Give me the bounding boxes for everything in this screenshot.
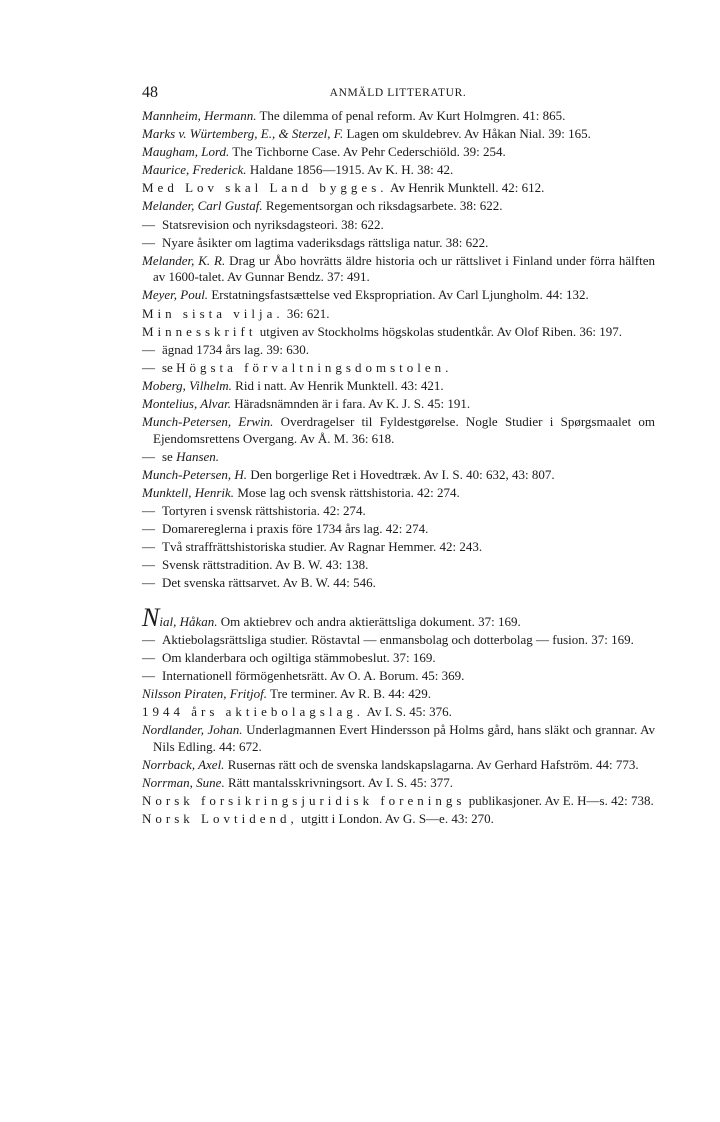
entry-text: publikasjoner. Av E. H—s. 42: 738. <box>465 792 654 808</box>
entry-author: ial, Håkan. <box>159 613 218 629</box>
entry-text: Två straffrättshistoriska studier. Av Ragnar Hemmer. 42: 243. <box>162 539 483 555</box>
bibliography-entry <box>142 668 655 685</box>
bibliography-entry <box>142 198 655 215</box>
entry-text: Det svenska rättsarvet. Av B. W. 44: 546. <box>162 575 376 591</box>
bibliography-entry <box>142 414 655 447</box>
entry-text: Av I. S. 45: 376. <box>364 704 452 719</box>
ditto-dash: — <box>142 557 155 573</box>
entry-text: Lagen om skuldebrev. Av Håkan Nial. 39: 165. <box>343 126 591 142</box>
entry-text: Domarereglerna i praxis före 1734 års lag. 42: 274. <box>162 521 429 537</box>
ditto-dash: — <box>142 359 155 375</box>
bibliography-entry <box>142 108 655 125</box>
entry-author: Moberg, Vilhelm. <box>142 377 232 393</box>
entry-text: Nyare åsikter om lagtima vaderiksdags rättsliga natur. 38: 622. <box>162 234 489 250</box>
bibliography-entry <box>142 557 655 574</box>
entry-text: Svensk rättstradition. Av B. W. 43: 138. <box>162 557 369 573</box>
ditto-dash: — <box>142 521 155 537</box>
bibliography-entry <box>142 602 655 632</box>
ditto-dash: — <box>142 649 155 665</box>
entry-author: Maugham, Lord. <box>142 144 230 160</box>
entry-text: Om klanderbara och ogiltiga stämmobeslut. 37: 169. <box>162 649 436 665</box>
entry-text: Av Henrik Munktell. 42: 612. <box>387 180 545 196</box>
entry-author: Nordlander, Johan. <box>142 722 243 738</box>
entry-title-spaced: Med Lov skal Land bygges. <box>142 180 388 196</box>
entry-title-spaced: 1944 års aktiebolagslag. <box>142 704 364 719</box>
section-gap <box>142 594 655 613</box>
entry-text: Den borgerlige Ret i Hovedtræk. Av I. S. 40: 632, 43: 807. <box>247 466 555 482</box>
bibliography-entry <box>142 793 655 810</box>
page-number: 48 <box>142 84 158 101</box>
page-header <box>142 84 654 104</box>
entry-text: ägnad 1734 års lag. 39: 630. <box>162 341 309 357</box>
bibliography-entry <box>142 539 655 556</box>
entry-author: Marks v. Würtemberg, E., & Sterzel, F. <box>142 126 344 142</box>
entry-author: Norrman, Sune. <box>142 774 225 790</box>
bibliography-entry <box>142 144 655 161</box>
ditto-dash: — <box>142 631 155 647</box>
entry-author: Melander, Carl Gustaf. <box>142 198 263 214</box>
bibliography-entry <box>142 324 655 341</box>
entry-text: Internationell förmögenhetsrätt. Av O. A. Borum. 45: 369. <box>162 667 465 683</box>
ditto-dash: — <box>142 216 155 232</box>
entry-text: Aktiebolagsrättsliga studier. Röstavtal — enmansbolag och dotterbolag — fusion. 37: 169. <box>162 631 634 647</box>
bibliography-entry <box>142 521 655 538</box>
bibliography-entry <box>142 811 655 828</box>
bibliography-entry <box>142 467 655 484</box>
bibliography-entry <box>142 722 655 755</box>
entry-author: Munktell, Henrik. <box>142 484 235 500</box>
entry-author: Munch-Petersen, Erwin. <box>142 414 274 430</box>
bibliography-entry <box>142 775 655 792</box>
entry-text: Erstatningsfastsættelse ved Ekspropriation. Av Carl Ljungholm. 44: 132. <box>208 287 589 303</box>
bibliography-entry <box>142 287 655 304</box>
entry-text: Drag ur Åbo hovrätts äldre historia och ur rättslivet i Finland under förra hälften av 1600-talet. Av Gunnar Bendz. 37: 491. <box>153 252 655 285</box>
entry-text: Overdragelser til Fyldestgørelse. Nogle Studier i Spørgsmaalet om Ejendomsrettens Overgang. Av Å. M. 36: 618. <box>153 414 655 446</box>
entry-author: Mannheim, Hermann. <box>142 108 257 123</box>
entry-reference-spaced: Högsta förvaltningsdomstolen. <box>176 359 453 375</box>
entry-text: se <box>162 448 177 464</box>
bibliography-entry <box>142 360 655 377</box>
entry-author: Montelius, Alvar. <box>142 396 231 411</box>
entry-title-spaced: Norsk Lovtidend, <box>142 811 298 827</box>
entry-text: Häradsnämnden är i fara. Av K. J. S. 45: 191. <box>230 396 471 411</box>
bibliography-entry <box>142 757 655 774</box>
section-initial: N <box>142 602 160 632</box>
entry-author: Munch-Petersen, H. <box>142 466 248 482</box>
bibliography-entry <box>142 575 655 592</box>
ditto-dash: — <box>142 503 155 519</box>
bibliography-entry <box>142 650 655 667</box>
entry-text: Underlagmannen Evert Hindersson på Holms gård, hans släkt och grannar. Av Nils Edling. 44: 672. <box>153 722 655 754</box>
ditto-dash: — <box>142 575 155 591</box>
ditto-dash: — <box>142 667 155 683</box>
bibliography-entry <box>142 235 655 252</box>
ditto-dash: — <box>142 448 155 464</box>
entry-author: Maurice, Frederick. <box>142 162 247 178</box>
ditto-dash: — <box>142 539 155 555</box>
entry-author: Nilsson Piraten, Fritjof. <box>142 685 267 701</box>
entry-text: Haldane 1856—1915. Av K. H. 38: 42. <box>246 162 454 178</box>
bibliography-entry <box>142 449 655 466</box>
entry-text: Regementsorgan och riksdagsarbete. 38: 622. <box>262 198 503 214</box>
entry-author: Melander, K. R. <box>142 252 226 268</box>
entry-text: Rid i natt. Av Henrik Munktell. 43: 421. <box>231 377 444 393</box>
entry-author: Meyer, Poul. <box>142 287 209 303</box>
entry-text: utgitt i London. Av G. S—e. 43: 270. <box>297 811 494 827</box>
entry-text: Tortyren i svensk rättshistoria. 42: 274. <box>162 503 366 519</box>
entry-title-spaced: Norsk forsikringsjuridisk forenings <box>142 792 466 808</box>
bibliography-entry <box>142 306 655 323</box>
entry-text: Statsrevision och nyriksdagsteori. 38: 622. <box>162 216 384 232</box>
entry-text: se <box>162 359 177 375</box>
bibliography-entry <box>142 217 655 234</box>
entry-title-spaced: Min sista vilja. <box>142 305 284 321</box>
bibliography-entry <box>142 162 655 179</box>
bibliography-list <box>142 108 655 829</box>
entry-reference-italic: Hansen. <box>176 448 220 464</box>
bibliography-entry <box>142 686 655 703</box>
entry-text: Mose lag och svensk rättshistoria. 42: 274. <box>234 484 460 500</box>
entry-author: Norrback, Axel. <box>142 756 225 772</box>
bibliography-entry <box>142 503 655 520</box>
entry-text: 36: 621. <box>283 305 330 321</box>
bibliography-entry <box>142 396 655 413</box>
bibliography-entry <box>142 378 655 395</box>
entry-text: Tre terminer. Av R. B. 44: 429. <box>266 685 432 701</box>
ditto-dash: — <box>142 341 155 357</box>
entry-text: utgiven av Stockholms högskolas studentkår. Av Olof Riben. 36: 197. <box>256 323 622 339</box>
bibliography-entry <box>142 704 655 721</box>
bibliography-entry <box>142 485 655 502</box>
bibliography-entry <box>142 180 655 197</box>
entry-text: The Tichborne Case. Av Pehr Cederschiöld. 39: 254. <box>229 144 506 160</box>
bibliography-entry <box>142 253 655 286</box>
entry-title-spaced: Minnesskrift <box>142 323 257 339</box>
bibliography-entry <box>142 126 655 143</box>
bibliography-entry <box>142 632 655 649</box>
entry-text: The dilemma of penal reform. Av Kurt Holmgren. 41: 865. <box>256 108 566 123</box>
entry-text: Rusernas rätt och de svenska landskapslagarna. Av Gerhard Hafström. 44: 773. <box>224 756 639 772</box>
ditto-dash: — <box>142 234 155 250</box>
running-title: ANMÄLD LITTERATUR. <box>329 87 467 99</box>
bibliography-entry <box>142 342 655 359</box>
entry-text: Rätt mantalsskrivningsort. Av I. S. 45: 377. <box>224 774 454 790</box>
entry-text: Om aktiebrev och andra aktierättsliga dokument. 37: 169. <box>217 613 521 629</box>
